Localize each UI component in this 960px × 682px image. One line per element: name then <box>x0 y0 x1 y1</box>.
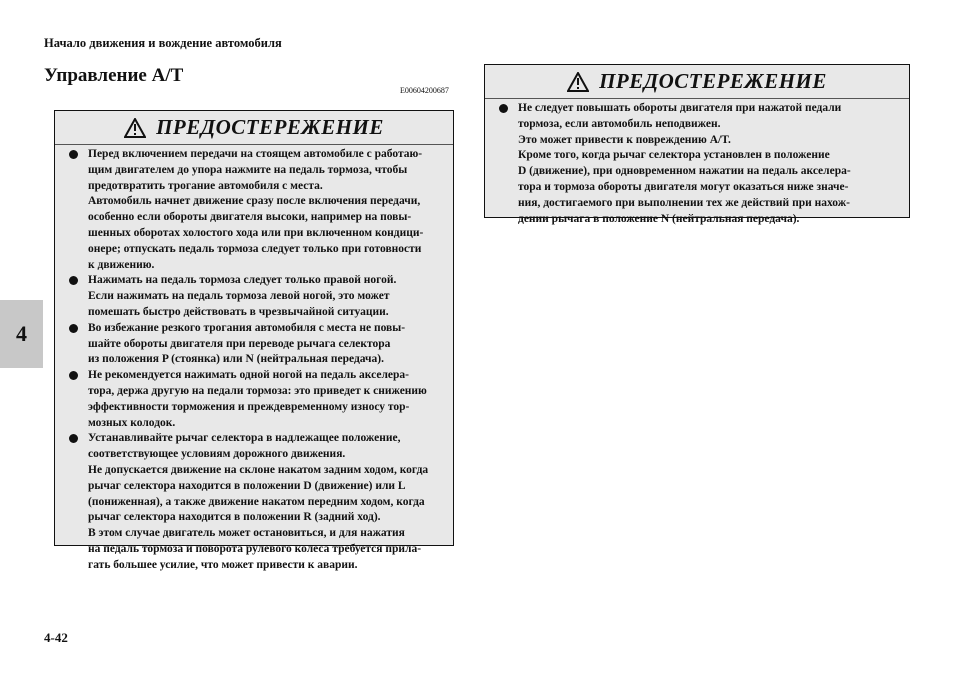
warning-text-line: Нажимать на педаль тормоза следует только правой ногой. <box>88 274 397 287</box>
bullet-icon <box>499 104 508 113</box>
warning-text-line: щим двигателем до упора нажмите на педаль тормоза, чтобы <box>88 163 408 176</box>
warning-header <box>55 111 453 145</box>
warning-text-line: Автомобиль начнет движение сразу после включения передачи, <box>88 195 421 208</box>
warning-text-line: эффективности торможения и преждевременному износу тор- <box>88 400 410 413</box>
bullet-icon <box>69 150 78 159</box>
warning-text-line: Не следует повышать обороты двигателя при нажатой педали <box>518 102 842 114</box>
bullet-icon <box>69 434 78 443</box>
warning-triangle-icon <box>567 72 589 92</box>
warning-text-line: Перед включением передачи на стоящем автомобиле с работаю- <box>88 148 423 160</box>
chapter-tab <box>0 300 43 368</box>
warning-text-line: гать большее усилие, что может привести к аварии. <box>88 558 358 571</box>
warning-text-line: Во избежание резкого трогания автомобиля с места не повы- <box>88 321 406 334</box>
warning-text-line: D (движение), при одновременном нажатии на педаль акселера- <box>518 165 851 178</box>
warning-text-line: Это может привести к повреждению A/T. <box>518 133 731 146</box>
warning-text-line: тора, держа другую на педали тормоза: это приведет к снижению <box>88 384 427 397</box>
warning-title: ПРЕДОСТЕРЕЖЕНИЕ <box>156 115 384 139</box>
running-header: Начало движения и вождение автомобиля <box>44 36 282 50</box>
warning-header <box>485 65 909 99</box>
warning-text-line: из положения P (стоянка) или N (нейтральная передача). <box>88 353 384 366</box>
warning-text-line: Не допускается движение на склоне накатом задним ходом, когда <box>88 463 429 476</box>
section-title: Управление A/T <box>44 65 184 86</box>
warning-text-line: онере; отпускать педаль тормоза следует только при готовности <box>88 242 422 255</box>
warning-text-line: ния, достигаемого при выполнении тех же действий при нахож- <box>518 196 850 209</box>
warning-text-line: тормоза, если автомобиль неподвижен. <box>518 117 721 130</box>
warning-item <box>65 368 445 431</box>
warning-text-line: предотвратить трогание автомобиля с места. <box>88 179 323 192</box>
warning-item <box>495 101 901 227</box>
warning-box-left <box>54 110 454 571</box>
warning-body <box>55 145 453 574</box>
warning-text-line: В этом случае двигатель может остановиться, и для нажатия <box>88 527 405 540</box>
warning-text-line: шайте обороты двигателя при переводе рычага селектора <box>88 337 391 350</box>
warning-text-line: (пониженная), а также движение накатом передним ходом, когда <box>88 495 425 508</box>
warning-box-right <box>484 64 910 225</box>
bullet-icon <box>69 371 78 380</box>
warning-text-line: соответствующее условиям дорожного движения. <box>88 448 346 461</box>
warning-text-line: Если нажимать на педаль тормоза левой ногой, это может <box>88 290 390 303</box>
warning-item <box>65 321 445 368</box>
warning-text-line: на педаль тормоза и поворота рулевого колеса требуется прила- <box>88 542 422 555</box>
warning-text-line: Кроме того, когда рычаг селектора установлен в положение <box>518 149 830 162</box>
warning-item <box>65 431 445 573</box>
warning-text-line: дении рычага в положение N (нейтральная передача). <box>518 212 800 225</box>
warning-text-line: Устанавливайте рычаг селектора в надлежащее положение, <box>88 432 401 445</box>
warning-text-line: Не рекомендуется нажимать одной ногой на педаль акселера- <box>88 369 410 382</box>
warning-body <box>485 99 909 227</box>
warning-text-line: к движению. <box>88 258 155 271</box>
warning-item <box>65 273 445 320</box>
chapter-tab-number: 4 <box>16 321 27 346</box>
warning-text-line: помешать быстро действовать в чрезвычайной ситуации. <box>88 305 389 318</box>
warning-title: ПРЕДОСТЕРЕЖЕНИЕ <box>599 69 827 93</box>
warning-text-line: рычаг селектора находится в положении D (движение) или L <box>88 479 406 492</box>
page-number: 4-42 <box>44 630 68 645</box>
section-code: E00604200687 <box>400 86 449 95</box>
warning-item <box>65 147 445 273</box>
warning-text-line: тора и тормоза обороты двигателя могут оказаться ниже значе- <box>518 180 849 193</box>
warning-triangle-icon <box>124 118 146 138</box>
bullet-icon <box>69 276 78 285</box>
warning-text-line: шенных оборотах холостого хода или при включенном кондици- <box>88 226 424 239</box>
warning-text-line: рычаг селектора находится в положении R (задний ход). <box>88 511 381 524</box>
warning-text-line: мозных колодок. <box>88 416 176 429</box>
warning-text-line: особенно если обороты двигателя высоки, например на повы- <box>88 211 412 224</box>
bullet-icon <box>69 324 78 333</box>
